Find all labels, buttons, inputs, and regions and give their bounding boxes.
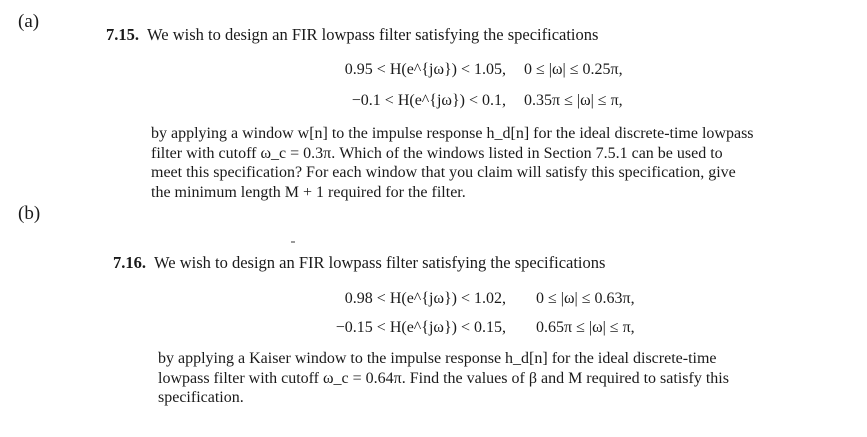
body-line: lowpass filter with cutoff ω_c = 0.64π. Find the values of β and M required to satisfy this [158,369,729,387]
spec-row [306,92,623,109]
spec-condition: −0.15 < H(e^{jω}) < 0.15, [335,319,506,336]
body-line: by applying a window w[n] to the impulse response h_d[n] for the ideal discrete-time lowpass [151,125,754,142]
problem-heading-text: We wish to design an FIR lowpass filter satisfying the specifications [154,253,606,272]
problem-7-16-heading [113,255,605,272]
body-line: by applying a Kaiser window to the impulse response h_d[n] for the ideal discrete-time [158,350,717,367]
problem-heading-text: We wish to design an FIR lowpass filter satisfying the specifications [147,25,599,44]
scan-artifact-mark [291,241,295,243]
problem-number: 7.15. [106,25,139,44]
problem-7-16-body [158,349,826,408]
panel-label-a: (a) [18,11,40,32]
spec-frequency-range: 0 ≤ |ω| ≤ 0.63π, [536,290,635,307]
spec-row [316,290,635,307]
problem-7-15-heading [106,27,598,44]
problem-7-15-body [151,124,821,202]
body-line: filter with cutoff ω_c = 0.3π. Which of the windows listed in Section 7.5.1 can be used to [151,144,723,162]
body-line: the minimum length M + 1 required for the filter. [151,183,466,201]
spec-frequency-range: 0.35π ≤ |ω| ≤ π, [524,92,623,109]
panel-label-b: (b) [18,203,41,224]
spec-condition: 0.98 < H(e^{jω}) < 1.02, [344,290,506,307]
spec-row [316,319,635,336]
spec-frequency-range: 0.65π ≤ |ω| ≤ π, [536,319,635,336]
problem-number: 7.16. [113,253,146,272]
spec-row [306,61,623,78]
spec-condition: 0.95 < H(e^{jω}) < 1.05, [344,61,506,78]
body-line: meet this specification? For each window that you claim will satisfy this specification, give [151,164,736,181]
spec-condition: −0.1 < H(e^{jω}) < 0.1, [351,92,506,109]
body-line: specification. [158,389,244,406]
spec-frequency-range: 0 ≤ |ω| ≤ 0.25π, [524,61,623,78]
